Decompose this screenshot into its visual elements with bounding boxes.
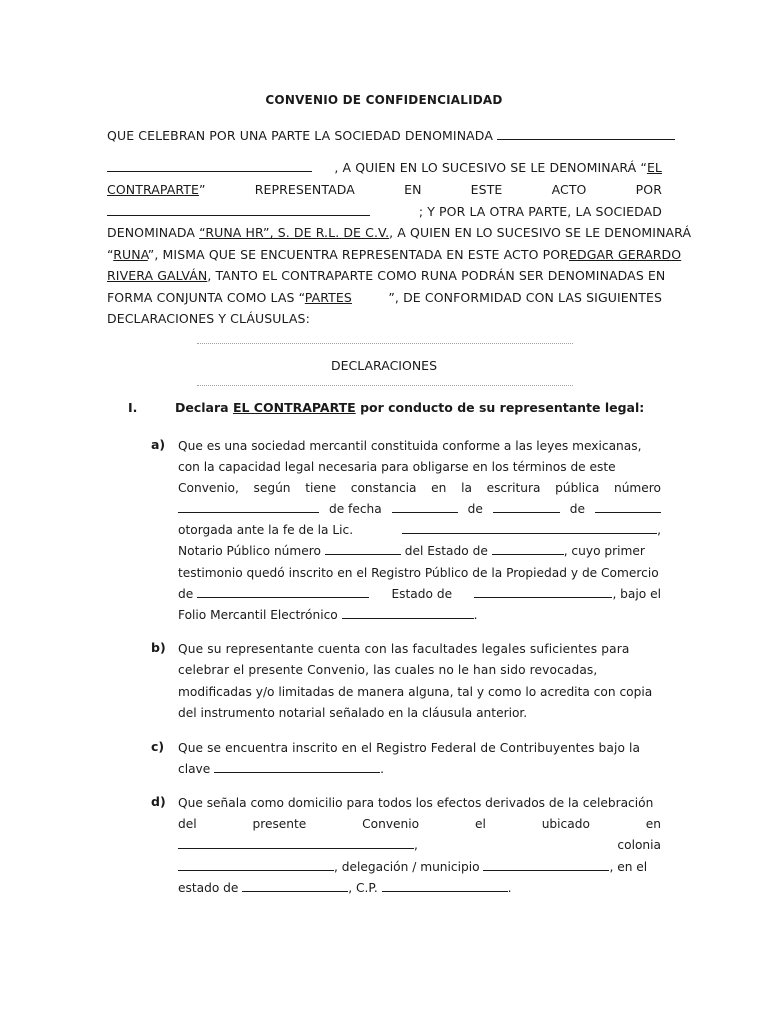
state-blank	[492, 542, 564, 555]
item-b-marker: b)	[151, 640, 166, 655]
item-d-marker: d)	[151, 794, 166, 809]
company-name-blank	[497, 127, 675, 140]
item-a-line-2: con la capacidad legal necesaria para obligarse en los términos de este	[178, 460, 616, 474]
date-day-blank	[392, 500, 458, 513]
representative-blank	[107, 203, 370, 216]
intro-line-5: DENOMINADA “RUNA HR”, S. DE R.L. DE C.V., A QUIEN EN LO SUCESIVO SE LE DENOMINARÁ	[107, 225, 692, 240]
notary-number-blank	[325, 542, 401, 555]
item-b-line-3: modificadas y/o limitadas de manera alguna, tal y como lo acredita con copia	[178, 685, 653, 699]
item-a-line-7: testimonio quedó inscrito en el Registro Público de la Propiedad y de Comercio	[178, 566, 659, 580]
item-b-line-4: del instrumento notarial señalado en la cláusula anterior.	[178, 706, 528, 720]
company-name-blank-2	[107, 159, 312, 172]
intro-line-1: QUE CELEBRAN POR UNA PARTE LA SOCIEDAD DENOMINADA	[107, 127, 662, 145]
declaraciones-heading: DECLARACIONES	[331, 358, 437, 373]
rfc-blank	[214, 760, 380, 773]
item-c-line-2: clave .	[178, 762, 385, 776]
section-heading: Declara EL CONTRAPARTE por conducto de su representante legal:	[175, 400, 645, 415]
municipality-blank	[483, 858, 609, 871]
item-a-line-1: Que es una sociedad mercantil constituida conforme a las leyes mexicanas,	[178, 439, 642, 453]
item-b-line-1: Que su representante cuenta con las facultades legales suficientes para	[178, 642, 630, 656]
intro-line-2: , A QUIEN EN LO SUCESIVO SE LE DENOMINARÁ “EL	[107, 159, 662, 177]
item-d-line-3: , colonia	[178, 836, 661, 854]
registry-state-blank	[474, 585, 612, 598]
item-b-line-2: celebrar el presente Convenio, las cuales no le han sido revocadas,	[178, 663, 598, 677]
intro-line-8: FORMA CONJUNTA COMO LAS “PARTES ”, DE CONFORMIDAD CON LAS SIGUIENTES	[107, 290, 662, 305]
intro-line-3: CONTRAPARTE” REPRESENTADA EN ESTE ACTO POR	[107, 182, 662, 197]
colonia-blank	[178, 858, 334, 871]
item-a-line-3: Convenio, según tiene constancia en la escritura pública número	[178, 481, 661, 495]
item-d-line-1: Que señala como domicilio para todos los efectos derivados de la celebración	[178, 796, 654, 810]
item-a-line-9: Folio Mercantil Electrónico .	[178, 608, 478, 622]
registry-city-blank	[197, 585, 369, 598]
item-d-line-4: , delegación / municipio , en el	[178, 858, 661, 876]
date-year-blank	[595, 500, 661, 513]
notary-name-blank	[402, 521, 657, 534]
postal-code-blank	[382, 879, 508, 892]
intro-line-9: DECLARACIONES Y CLÁUSULAS:	[107, 311, 310, 326]
item-a-marker: a)	[151, 437, 166, 452]
item-d-line-2: del presente Convenio el ubicado en	[178, 817, 661, 831]
date-month-blank	[493, 500, 560, 513]
item-c-marker: c)	[151, 739, 165, 754]
divider-top	[197, 343, 573, 344]
item-a-line-5: otorgada ante la fe de la Lic. ,	[178, 523, 661, 537]
state-address-blank	[242, 879, 348, 892]
item-a-line-6: Notario Público número del Estado de , cuyo primer	[178, 544, 645, 558]
item-a-line-8: de Estado de , bajo el	[178, 587, 661, 601]
item-d-line-5: estado de , C.P. .	[178, 881, 512, 895]
intro-line-7: RIVERA GALVÁN , TANTO EL CONTRAPARTE COMO RUNA PODRÁN SER DENOMINADAS EN	[107, 268, 666, 283]
document-title: CONVENIO DE CONFIDENCIALIDAD	[265, 93, 503, 107]
divider-bottom	[197, 385, 573, 386]
section-numeral: I.	[128, 400, 138, 415]
intro-line-6: “RUNA”, MISMA QUE SE ENCUENTRA REPRESENTADA EN ESTE ACTO POR EDGAR GERARDO	[107, 247, 682, 262]
intro-line-4: ; Y POR LA OTRA PARTE, LA SOCIEDAD	[107, 203, 662, 221]
item-c-line-1: Que se encuentra inscrito en el Registro Federal de Contribuyentes bajo la	[178, 741, 641, 755]
folio-blank	[342, 606, 474, 619]
deed-number-blank	[178, 500, 319, 513]
item-a-line-4: de fecha de de	[178, 500, 661, 518]
street-address-blank	[178, 836, 414, 849]
